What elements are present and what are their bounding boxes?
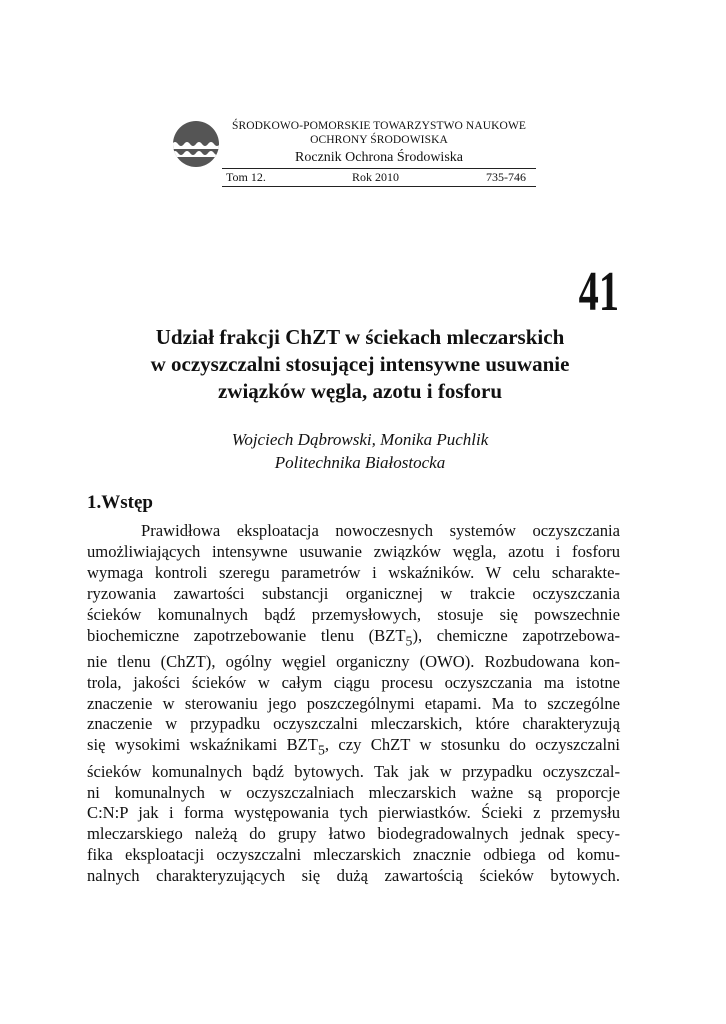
affiliation: Politechnika Białostocka [274, 453, 446, 472]
body-text: , czy ChZT w stosunku do oczyszczalni [324, 735, 621, 755]
society-line-1: ŚRODKOWO-POMORSKIE TOWARZYSTWO NAUKOWE [231, 120, 527, 132]
body-text: ), chemiczne zapotrzebowa- [412, 625, 620, 645]
chapter-number: 41 [578, 261, 619, 323]
body-line [87, 735, 620, 761]
authors: Wojciech Dąbrowski, Monika Puchlik [231, 430, 489, 449]
year: Rok 2010 [352, 170, 400, 184]
header-rule-bottom [222, 186, 536, 187]
journal-title: Rocznik Ochrona Środowiska [295, 150, 463, 165]
body-line: ścieków komunalnych bądź przemysłowych, stosuje się powszechnie [87, 604, 620, 624]
body-text: biochemiczne zapotrzebowanie tlenu (BZT [87, 625, 406, 645]
page-range: 735-746 [486, 170, 526, 184]
body-line [87, 626, 620, 652]
subscript: 5 [405, 632, 413, 648]
title-line: związków węgla, azotu i fosforu [217, 379, 503, 403]
body-line: ścieków komunalnych bądź bytowych. Tak jak w przypadku oczyszczal- [87, 761, 620, 781]
body-line: znaczenie w sterowaniu jego poszczególnymi etapami. Ma to szczególne [87, 693, 620, 713]
body-line: umożliwiających intensywne usuwanie związków węgla, azotu i fosforu [87, 541, 620, 561]
body-line: C:N:P jak i forma występowania tych pierwiastków. Ścieki z przemysłu [87, 803, 620, 823]
title-line: Udział frakcji ChZT w ściekach mleczarskich [155, 325, 565, 349]
society-line-2: OCHRONY ŚRODOWISKA [310, 134, 448, 146]
body-text: się wysokimi wskaźnikami BZT [87, 735, 318, 755]
article-title [90, 324, 630, 405]
body-line: nalnych charakteryzujących się dużą zawartością ścieków bytowych. [87, 866, 620, 886]
body-line: nie tlenu (ChZT), ogólny węgiel organiczny (OWO). Rozbudowana kon- [87, 651, 620, 671]
body-line: mleczarskiego należą do grupy łatwo biodegradowalnych jednak specy- [87, 824, 620, 844]
body-paragraph [87, 521, 620, 887]
section-heading: 1.Wstęp [87, 492, 153, 513]
body-line: fika eksploatacji oczyszczalni mleczarskich znacznie odbiega od komu- [87, 845, 620, 865]
authors-block [90, 428, 630, 474]
society-logo-icon [172, 120, 220, 168]
body-line: ryzowania zawartości substancji organicznej w trakcie oczyszczania [87, 583, 620, 603]
body-line: Prawidłowa eksploatacja nowoczesnych systemów oczyszczania [141, 521, 620, 540]
title-line: w oczyszczalni stosującej intensywne usuwanie [150, 352, 570, 376]
body-line: trola, jakości ścieków w całym ciągu procesu oczyszczania ma istotne [87, 672, 620, 692]
body-line: ni komunalnych w oczyszczalniach mleczarskich ważne są proporcje [87, 782, 620, 802]
subscript: 5 [317, 742, 325, 758]
header-rule-top [222, 168, 536, 169]
body-line: znaczenie w przypadku oczyszczalni mleczarskich, które charakteryzują [87, 714, 620, 734]
body-line: wymaga kontroli szeregu parametrów i wskaźników. W celu scharakte- [87, 562, 620, 582]
volume: Tom 12. [226, 170, 266, 184]
society-name [222, 119, 536, 147]
